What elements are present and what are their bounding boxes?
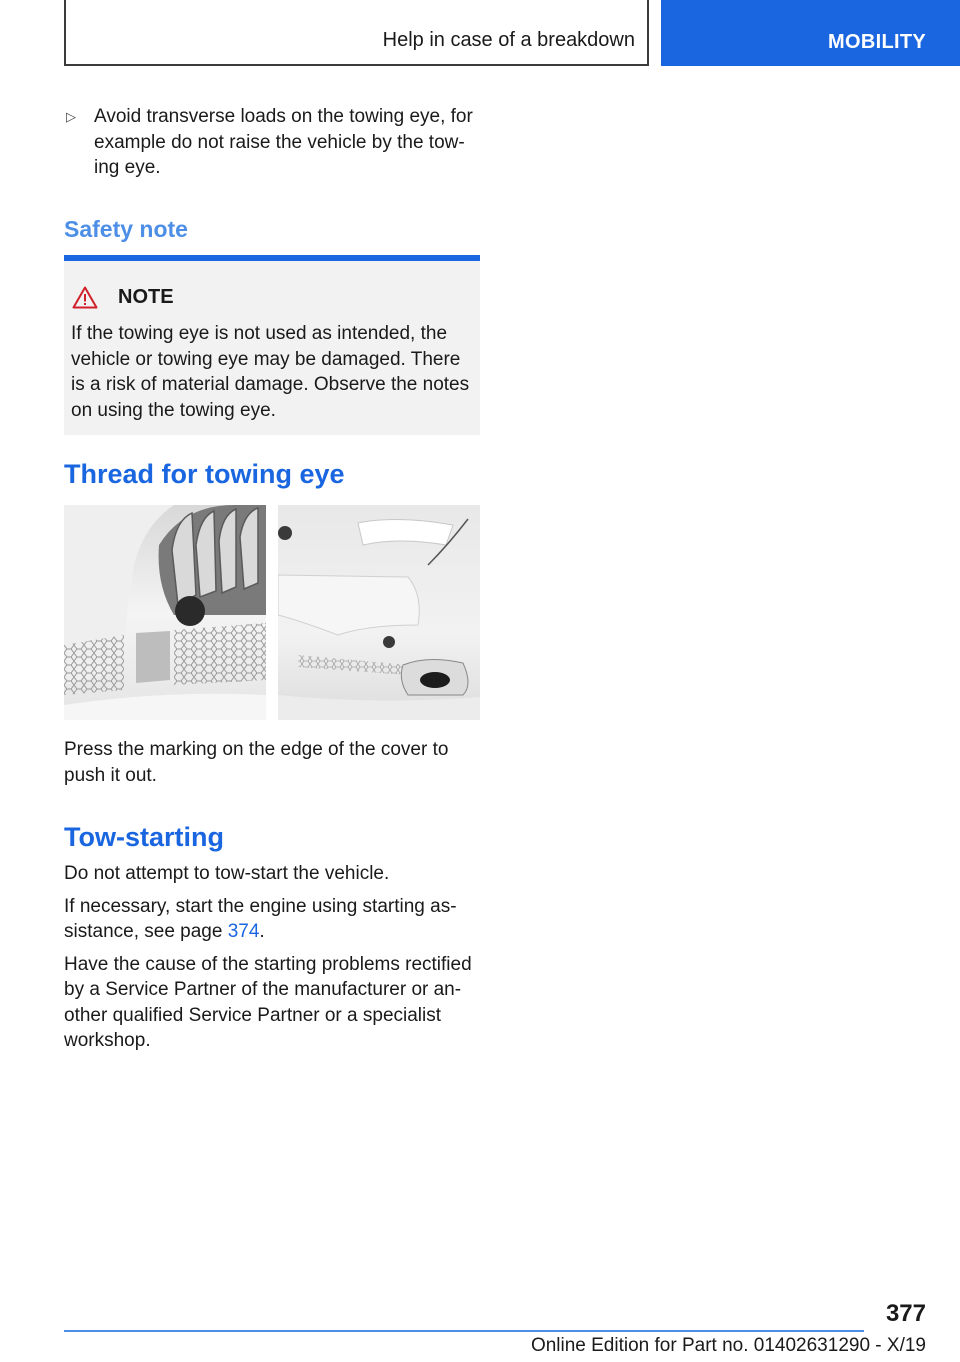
note-label: NOTE: [118, 286, 174, 308]
rear-bumper-illustration: [278, 505, 480, 720]
front-bumper-photo: [64, 505, 266, 720]
rear-bumper-photo: [278, 505, 480, 720]
image-caption: [64, 737, 480, 788]
paragraph: Do not attempt to tow-start the vehicle.: [64, 863, 390, 884]
chapter-title: MOBILITY: [828, 31, 926, 53]
tow-starting-body: [64, 861, 480, 1061]
header-section-tab: [64, 0, 649, 66]
paragraph-line: workshop.: [64, 1030, 151, 1051]
section-title: Help in case of a breakdown: [382, 29, 635, 51]
bullet-line: Avoid transverse loads on the towing eye, for: [94, 106, 473, 127]
paragraph-line: other qualified Service Partner or a specialist: [64, 1004, 442, 1026]
header-chapter-tab: [661, 0, 960, 66]
paragraph: [64, 952, 480, 1054]
footer-divider: [64, 1330, 864, 1332]
caption-line: push it out.: [64, 764, 157, 786]
safety-note-heading: Safety note: [64, 216, 188, 242]
paragraph: [64, 894, 480, 945]
bullet-text: [94, 104, 480, 181]
thread-heading: Thread for towing eye: [64, 459, 345, 489]
triangle-bullet-icon: ▷: [66, 109, 76, 124]
note-line: If the towing eye is not used as intended, the: [71, 323, 448, 344]
paragraph-line: sistance, see page: [64, 921, 228, 942]
list-item: [64, 104, 480, 181]
paragraph-line: by a Service Partner of the manufacturer or an-: [64, 979, 462, 1000]
note-line: vehicle or towing eye may be damaged. There: [71, 348, 461, 370]
note-line: is a risk of material damage. Observe the notes: [71, 374, 470, 395]
bullet-list: [64, 104, 480, 181]
edition-footer: Online Edition for Part no. 01402631290 - X/19: [530, 1335, 926, 1356]
warning-triangle-icon: [72, 286, 98, 309]
page-number: 377: [885, 1300, 926, 1327]
paragraph-line: Have the cause of the starting problems rectified: [64, 953, 472, 975]
note-header: [72, 286, 174, 309]
note-text: [71, 321, 473, 423]
punctuation: .: [259, 921, 265, 942]
front-bumper-illustration: [64, 505, 266, 720]
bullet-line: example do not raise the vehicle by the tow-: [94, 131, 465, 153]
note-box: [64, 255, 480, 435]
note-line: on using the towing eye.: [71, 399, 276, 421]
tow-starting-heading: Tow-starting: [64, 822, 224, 852]
page-reference-link[interactable]: 374: [227, 921, 260, 942]
caption-line: Press the marking on the edge of the cover to: [64, 739, 449, 760]
paragraph-line: If necessary, start the engine using starting as-: [64, 895, 457, 917]
bullet-line: ing eye.: [94, 157, 161, 178]
